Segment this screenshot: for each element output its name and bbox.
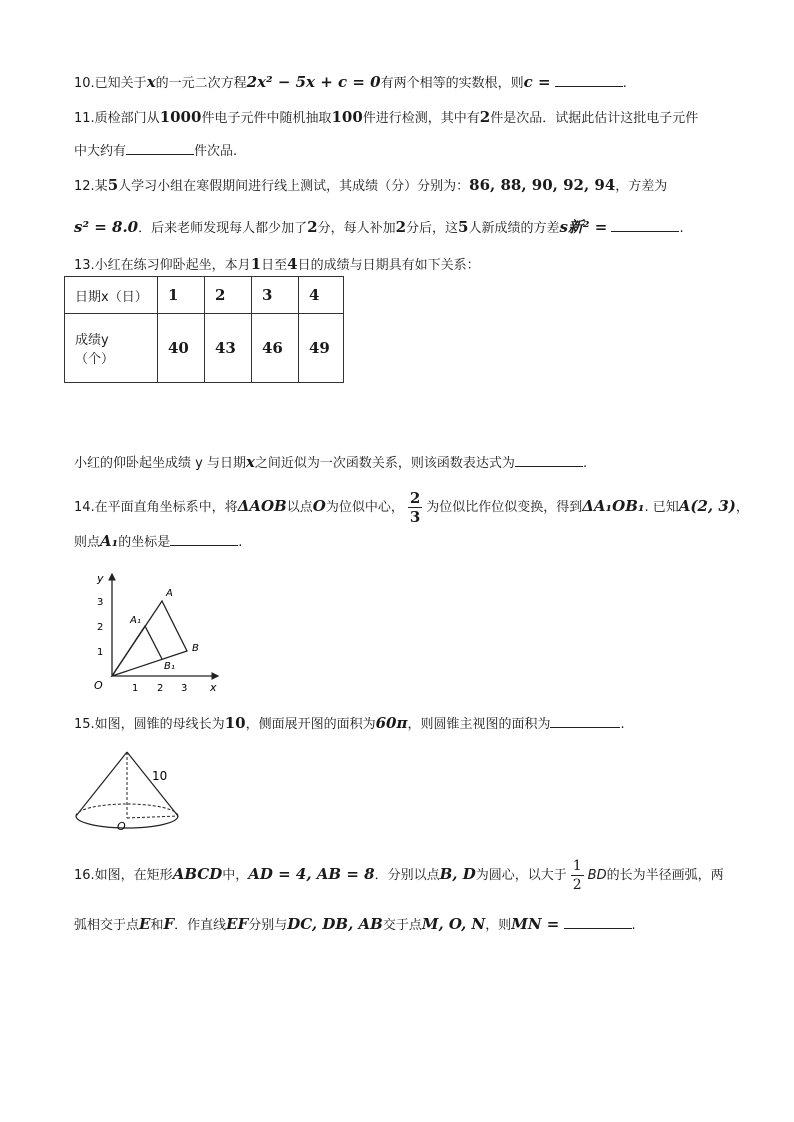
q15-answer-blank[interactable] xyxy=(550,713,620,728)
triangle-aob xyxy=(112,601,187,676)
q12-text-a: 12.某 xyxy=(74,179,108,194)
table-cell-score: 40 xyxy=(158,314,205,383)
q13-after-x: x xyxy=(245,453,255,471)
q13-row2-label xyxy=(65,314,158,383)
q13-1: 1 xyxy=(250,255,262,273)
x-tick-3: 3 xyxy=(181,683,188,694)
q13-after-b: 之间近似为一次函数关系，则该函数表达式为 xyxy=(254,456,515,471)
q14-text-e: . 已知 xyxy=(644,500,679,515)
q14-text-f: ， xyxy=(735,500,749,515)
q11-text-a: 11.质检部门从 xyxy=(74,111,160,126)
q16-points: M, O, N xyxy=(421,915,486,933)
q15-cone-figure xyxy=(70,748,190,834)
q14-ratio-fraction xyxy=(408,489,422,526)
q12-answer-blank[interactable] xyxy=(611,217,679,232)
q13-4: 4 xyxy=(287,255,298,273)
triangle-a1ob1 xyxy=(112,626,162,676)
question-13-question xyxy=(74,452,587,474)
q16-end: . xyxy=(631,918,636,933)
q16-given: AD = 4, AB = 8 xyxy=(248,865,375,883)
q11-100: 100 xyxy=(331,108,363,126)
q12-text-b: 人学习小组在寒假期间进行线上测试，其成绩（分）分别为： xyxy=(118,179,470,194)
question-14-line-1 xyxy=(74,484,749,530)
question-12-line-1 xyxy=(74,175,667,197)
q16-point-f: F xyxy=(163,915,175,933)
q15-text-a: 15.如图，圆锥的母线长为 xyxy=(74,717,225,732)
label-a: A xyxy=(166,588,173,599)
table-row xyxy=(65,277,344,314)
q16-text-b: 中， xyxy=(222,868,249,883)
q16-centers: B, D xyxy=(439,865,476,883)
q15-text-c: ，则圆锥主视图的面积为 xyxy=(407,717,551,732)
q14-point-o: O xyxy=(312,497,326,515)
q14-text-b: 以点 xyxy=(286,500,313,515)
q16-text-h: ．作直线 xyxy=(174,918,227,933)
question-16-line-1 xyxy=(74,852,724,898)
q16-text-i: 分别与 xyxy=(248,918,288,933)
q13-row2-label-a: 成绩y xyxy=(75,333,109,348)
q14-point-a: A(2, 3) xyxy=(678,497,736,515)
q11-text-d: 件是次品．试据此估计这批电子元件 xyxy=(490,111,699,126)
question-12-line-2 xyxy=(74,217,684,239)
q14-ratio-num: 2 xyxy=(409,489,421,507)
q10-equation: 2x² − 5x + c = 0 xyxy=(246,73,381,91)
q10-mid: 的一元二次方程 xyxy=(155,76,247,91)
q12-2b: 2 xyxy=(395,218,407,236)
q11-text-f: 件次品. xyxy=(194,144,238,159)
q16-segments: DC, DB, AB xyxy=(287,915,383,933)
q12-text-d: ．后来老师发现每人都少加了 xyxy=(138,221,308,236)
q16-text-c: ．分别以点 xyxy=(374,868,440,883)
q13-intro-c: 日的成绩与日期具有如下关系： xyxy=(297,258,480,273)
q16-mn: MN = xyxy=(511,915,560,933)
q12-new-variance: s新² = xyxy=(559,218,608,236)
question-16-line-2 xyxy=(74,914,636,936)
q13-end: . xyxy=(582,456,588,471)
x-tick-2: 2 xyxy=(157,683,164,694)
q12-end: . xyxy=(679,221,684,236)
table-row xyxy=(65,314,344,383)
q12-5b: 5 xyxy=(458,218,469,236)
q14-text-c: 为位似中心， xyxy=(325,500,404,515)
q14-text-a: 14.在平面直角坐标系中，将 xyxy=(74,500,238,515)
q10-suffix: 有两个相等的实数根，则 xyxy=(380,76,524,91)
q14-answer-blank[interactable] xyxy=(170,531,238,546)
q16-line-ef: EF xyxy=(226,915,249,933)
q14-triangle-a1ob1: ΔA₁OB₁ xyxy=(582,497,645,515)
q12-text-f: 分后，这 xyxy=(406,221,459,236)
question-13-intro xyxy=(74,254,480,276)
q12-scores: 86, 88, 90, 92, 94 xyxy=(469,176,616,194)
table-cell-score: 46 xyxy=(252,314,299,383)
q13-table xyxy=(64,276,344,383)
q11-text-b: 件电子元件中随机抽取 xyxy=(201,111,332,126)
origin-label: O xyxy=(94,679,103,692)
q12-2a: 2 xyxy=(307,218,318,236)
q10-answer-blank[interactable] xyxy=(555,72,623,87)
q16-answer-blank[interactable] xyxy=(564,914,632,929)
q15-end: . xyxy=(620,717,625,732)
question-15 xyxy=(74,713,625,735)
q16-text-f: 弧相交于点 xyxy=(74,918,140,933)
table-cell-date: 2 xyxy=(205,277,252,314)
table-cell-score: 43 xyxy=(205,314,252,383)
q11-2: 2 xyxy=(479,108,491,126)
question-14-line-2 xyxy=(74,531,242,553)
table-cell-date: 1 xyxy=(158,277,205,314)
q14-ratio-den: 3 xyxy=(409,508,421,526)
q13-after-a: 小红的仰卧起坐成绩 y 与日期 xyxy=(74,456,246,471)
q16-text-g: 和 xyxy=(150,918,164,933)
q13-intro-b: 日至 xyxy=(261,258,288,273)
q16-frac-den: 2 xyxy=(572,877,582,893)
question-11-line-1 xyxy=(74,107,698,129)
q12-variance: s² = 8.0 xyxy=(74,218,139,236)
q12-5: 5 xyxy=(107,176,119,194)
q16-point-e: E xyxy=(139,915,151,933)
label-b1: B₁ xyxy=(164,661,175,672)
q16-frac-num: 1 xyxy=(572,858,582,874)
question-10 xyxy=(74,72,627,94)
q16-text-d: 为圆心，以大于 xyxy=(475,868,567,883)
y-axis-label: y xyxy=(97,572,104,585)
q14-coordinate-figure xyxy=(86,568,226,698)
q16-text-a: 16.如图，在矩形 xyxy=(74,868,173,883)
q12-text-g: 人新成绩的方差 xyxy=(468,221,560,236)
x-tick-1: 1 xyxy=(132,683,139,694)
cone-right-edge xyxy=(127,752,178,816)
q15-text-b: ，侧面展开图的面积为 xyxy=(245,717,376,732)
q14-point-a1: A₁ xyxy=(100,532,119,550)
y-tick-3: 3 xyxy=(97,597,104,608)
table-cell-date: 4 xyxy=(299,277,344,314)
q14-text-g: 则点 xyxy=(74,535,101,550)
q12-text-e: 分，每人补加 xyxy=(317,221,396,236)
q13-intro-a: 13.小红在练习仰卧起坐，本月 xyxy=(74,258,251,273)
q15-10: 10 xyxy=(224,714,246,732)
q11-1000: 1000 xyxy=(159,108,202,126)
q16-text-e: 的长为半径画弧，两 xyxy=(606,868,724,883)
q14-text-d: 为位似比作位似变换，得到 xyxy=(426,500,583,515)
table-cell-date: 3 xyxy=(252,277,299,314)
cone-slant-label: 10 xyxy=(152,769,168,783)
cone-center-label: O xyxy=(117,820,126,833)
q12-text-c: ，方差为 xyxy=(615,179,668,194)
q10-end: . xyxy=(622,76,627,91)
q16-bd: BD xyxy=(587,868,607,883)
q11-text-e: 中大约有 xyxy=(74,144,127,159)
q13-row2-label-b: （个） xyxy=(75,352,115,367)
q16-rect: ABCD xyxy=(172,865,223,883)
q11-text-c: 件进行检测，其中有 xyxy=(362,111,480,126)
q14-triangle-aob: ΔAOB xyxy=(237,497,287,515)
x-axis-label: x xyxy=(210,681,217,694)
q13-row1-label: 日期x（日） xyxy=(65,277,158,314)
cone-left-edge xyxy=(76,752,127,816)
label-a1: A₁ xyxy=(130,615,141,626)
q10-answer-label: c = xyxy=(523,73,551,91)
q16-text-k: ，则 xyxy=(485,918,512,933)
q10-prefix: 10.已知关于 xyxy=(74,76,147,91)
q15-area: 60π xyxy=(375,714,408,732)
q14-text-h: 的坐标是 xyxy=(118,535,171,550)
y-tick-1: 1 xyxy=(97,647,104,658)
q16-half-fraction xyxy=(571,857,584,894)
label-b: B xyxy=(192,643,199,654)
cone-radius xyxy=(127,816,178,818)
table-cell-score: 49 xyxy=(299,314,344,383)
q11-answer-blank[interactable] xyxy=(126,140,194,155)
q13-answer-blank[interactable] xyxy=(515,452,583,467)
q16-text-j: 交于点 xyxy=(382,918,422,933)
q10-var-x: x xyxy=(146,73,156,91)
y-tick-2: 2 xyxy=(97,622,104,633)
q14-end: . xyxy=(238,535,243,550)
question-11-line-2 xyxy=(74,140,237,162)
